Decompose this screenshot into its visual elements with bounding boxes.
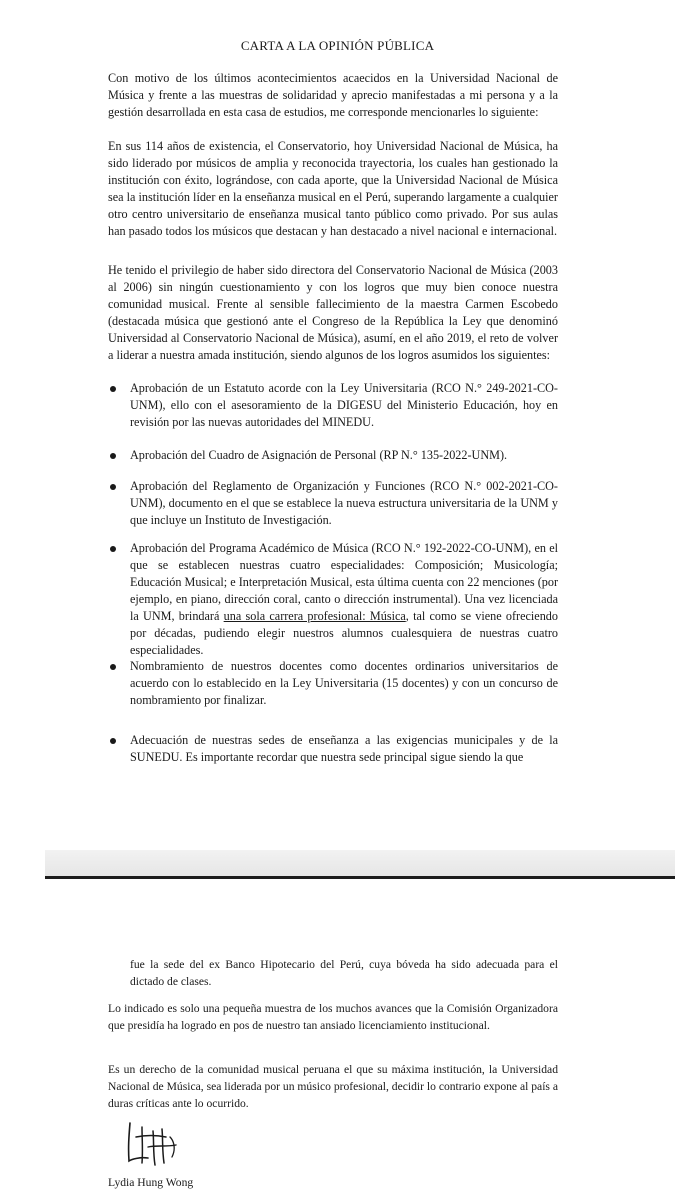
bullet-dot — [110, 453, 116, 459]
letter-page-2 — [0, 879, 675, 1200]
summary-paragraph: Lo indicado es solo una pequeña muestra de los muchos avances que la Comisión Organizadora que presidía ha logrado en pos de nuestro tan ansiado licenciamiento institucional. — [108, 1002, 558, 1032]
intro-paragraph: Con motivo de los últimos acontecimientos acaecidos en la Universidad Nacional de Música y frente a las muestras de solidaridad y aprecio manifestadas a mi persona y a la gestión desarrollada en esta casa de estudios, me corresponde mencionarles lo siguiente: — [108, 71, 558, 119]
bullet-dot — [110, 546, 116, 552]
handwritten-signature — [120, 1117, 192, 1169]
bullet-dot — [110, 664, 116, 670]
achievement-item-statute: Aprobación de un Estatuto acorde con la Ley Universitaria (RCO N.° 249-2021-CO-UNM), ello con el asesoramiento de la DIGESU del Ministerio Educación, hoy en revisión por las nuevas autoridades del MINEDU. — [130, 381, 558, 429]
bullet-dot — [110, 386, 116, 392]
achievement-text: , tal como se viene ofreciendo por décadas, pudiendo elegir nuestros alumnos cualesquiera de nuestras cuatro especialidades. — [130, 609, 558, 657]
page-break-band — [45, 850, 675, 876]
bullet-dot — [110, 738, 116, 744]
achievement-item-personnel: Aprobación del Cuadro de Asignación de Personal (RP N.° 135-2022-UNM). — [130, 448, 508, 462]
underlined-career-text: una sola carrera profesional: Música — [223, 609, 406, 623]
achievement-item-academic-program — [130, 540, 558, 659]
achievement-item-teachers: Nombramiento de nuestros docentes como docentes ordinarios universitarios de acuerdo con lo establecido en la Ley Universitaria (15 docentes) y con un concurso de nombramiento por finalizar. — [130, 659, 558, 707]
letter-title: CARTA A LA OPINIÓN PÚBLICA — [240, 38, 435, 53]
closing-paragraph: Es un derecho de la comunidad musical peruana el que su máxima institución, la Universidad Nacional de Música, sea liderada por un músico profesional, decidir lo contrario expone al país a duras críticas ante lo ocurrido. — [108, 1063, 558, 1110]
continuation-text: fue la sede del ex Banco Hipotecario del Perú, cuya bóveda ha sido adecuada para el dictado de clases. — [130, 958, 558, 988]
history-paragraph: En sus 114 años de existencia, el Conservatorio, hoy Universidad Nacional de Música, ha sido liderado por músicos de amplia y reconocida trayectoria, los cuales han gestionado la institución con éxito, lográndose, con cada aporte, que la Universidad Nacional de Música sea la institución líder en la enseñanza musical en el Perú, superando largamente a cualquier otro centro universitario de enseñanza musical tanto público como privado. Por sus aulas han pasado todos los músicos que destacan y han destacado a nivel nacional e internacional. — [108, 139, 558, 238]
bullet-dot — [110, 484, 116, 490]
achievement-item-facilities: Adecuación de nuestras sedes de enseñanza a las exigencias municipales y de la SUNEDU. Es importante recordar que nuestra sede principal sigue siendo la que — [130, 733, 558, 764]
achievement-item-regulation: Aprobación del Reglamento de Organización y Funciones (RCO N.° 002-2021-CO-UNM), documento en el que se establece la nueva estructura universitaria de la UNM y que incluye un Instituto de Investigación. — [130, 479, 558, 527]
achievement-text: Aprobación del Programa Académico de Música (RCO N.° 192-2022-CO-UNM), en el que se establecen nuestras cuatro especialidades: Composición; Musicología; Educación Musical; e Interpretación Musical, esta última cuenta con 22 menciones (por ejemplo, en piano, dirección coral, canto o dirección instrumental). Una vez licenciada la UNM, brindará — [130, 541, 558, 623]
signer-name: Lydia Hung Wong — [108, 1176, 194, 1189]
privilege-paragraph: He tenido el privilegio de haber sido directora del Conservatorio Nacional de Música (2003 al 2006) sin ningún cuestionamiento y con los logros que muy bien conoce nuestra comunidad musical. Frente al sensible fallecimiento de la maestra Carmen Escobedo (destacada música que gestionó ante el Congreso de la República la Ley que denominó Universidad al Conservatorio Nacional de Música), asumí, en el año 2019, el reto de volver a liderar a nuestra amada institución, siendo algunos de los logros asumidos los siguientes: — [108, 263, 558, 362]
